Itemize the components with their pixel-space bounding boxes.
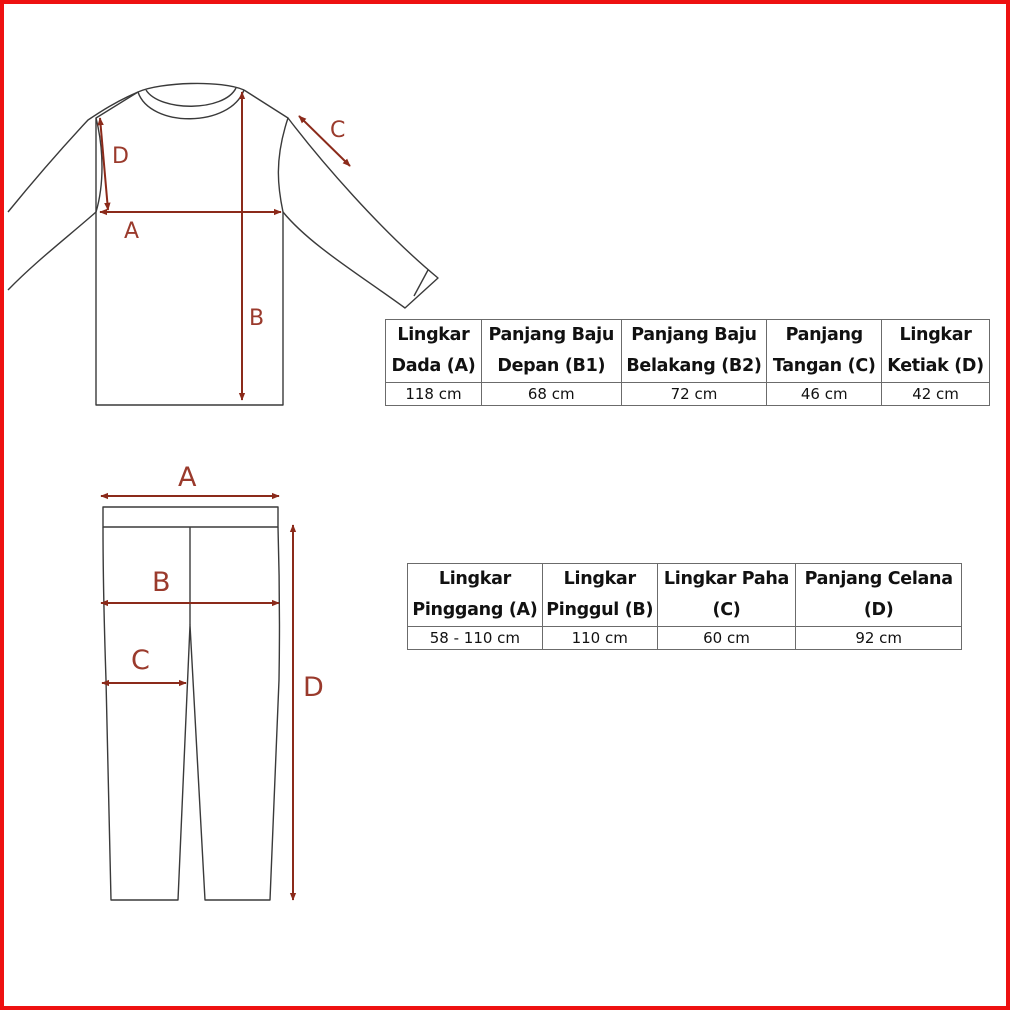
value-lingkar-pinggul: 110 cm: [542, 627, 657, 650]
table-header-row: [408, 564, 962, 627]
pants-size-table: [407, 563, 962, 650]
shirt-collar-outer: [138, 90, 244, 119]
header-lingkar-pinggul: [542, 564, 657, 627]
pants-waistband: [103, 507, 278, 527]
header-panjang-tangan: [767, 320, 882, 383]
header-line: Panjang: [785, 325, 863, 345]
header-line: Belakang (B2): [626, 356, 762, 376]
header-lingkar-dada: [386, 320, 482, 383]
table-row: [386, 383, 990, 406]
table-header-row: [386, 320, 990, 383]
header-line: Depan (B1): [497, 356, 606, 376]
shirt-label-a: A: [124, 219, 140, 244]
header-line: Lingkar: [899, 325, 972, 345]
header-panjang-baju-belakang: [621, 320, 767, 383]
shirt-collar-top: [138, 83, 244, 92]
header-line: Pinggul (B): [546, 600, 654, 620]
value-lingkar-paha: 60 cm: [657, 627, 796, 650]
header-lingkar-paha: [657, 564, 796, 627]
header-line: Panjang Baju: [631, 325, 757, 345]
header-line: Ketiak (D): [887, 356, 984, 376]
value-panjang-baju-depan: 68 cm: [481, 383, 621, 406]
header-line: Pinggang (A): [412, 600, 538, 620]
pants-drawing: [103, 507, 279, 900]
header-line: Lingkar: [438, 569, 511, 589]
header-lingkar-ketiak: [882, 320, 990, 383]
header-line: Dada (A): [391, 356, 476, 376]
header-line: Tangan (C): [772, 356, 876, 376]
shirt-collar-inner: [146, 88, 236, 106]
header-line: (D): [863, 600, 894, 620]
shirt-cuff: [414, 270, 428, 296]
table-row: [408, 627, 962, 650]
header-panjang-celana: [796, 564, 962, 627]
value-lingkar-dada: 118 cm: [386, 383, 482, 406]
value-panjang-baju-belakang: 72 cm: [621, 383, 767, 406]
value-lingkar-pinggang: 58 - 110 cm: [408, 627, 543, 650]
value-panjang-tangan: 46 cm: [767, 383, 882, 406]
shirt-left-sleeve: [8, 92, 138, 290]
pants-label-a: A: [178, 462, 197, 493]
header-line: Panjang Celana: [804, 569, 953, 589]
header-panjang-baju-depan: [481, 320, 621, 383]
shirt-right-sleeve: [283, 118, 438, 308]
header-line: Lingkar: [397, 325, 470, 345]
header-lingkar-pinggang: [408, 564, 543, 627]
shirt-label-c: C: [330, 118, 346, 143]
header-line: Lingkar: [563, 569, 636, 589]
header-line: (C): [712, 600, 741, 620]
header-line: Panjang Baju: [488, 325, 614, 345]
pants-label-c: C: [131, 645, 150, 676]
pants-label-d: D: [303, 672, 324, 703]
shirt-size-table: [385, 319, 990, 406]
shirt-drawing: [8, 83, 438, 405]
shirt-label-b: B: [249, 306, 265, 331]
header-line: Lingkar Paha: [663, 569, 790, 589]
pants-outline: [103, 527, 279, 900]
shirt-body-outline: [96, 90, 288, 405]
pants-measure-arrows: [101, 496, 293, 900]
shirt-measure-arrows: [100, 92, 350, 400]
value-lingkar-ketiak: 42 cm: [882, 383, 990, 406]
shirt-label-d: D: [112, 144, 129, 169]
pants-label-b: B: [152, 567, 171, 598]
value-panjang-celana: 92 cm: [796, 627, 962, 650]
shirt-arrow-d: [100, 118, 108, 210]
